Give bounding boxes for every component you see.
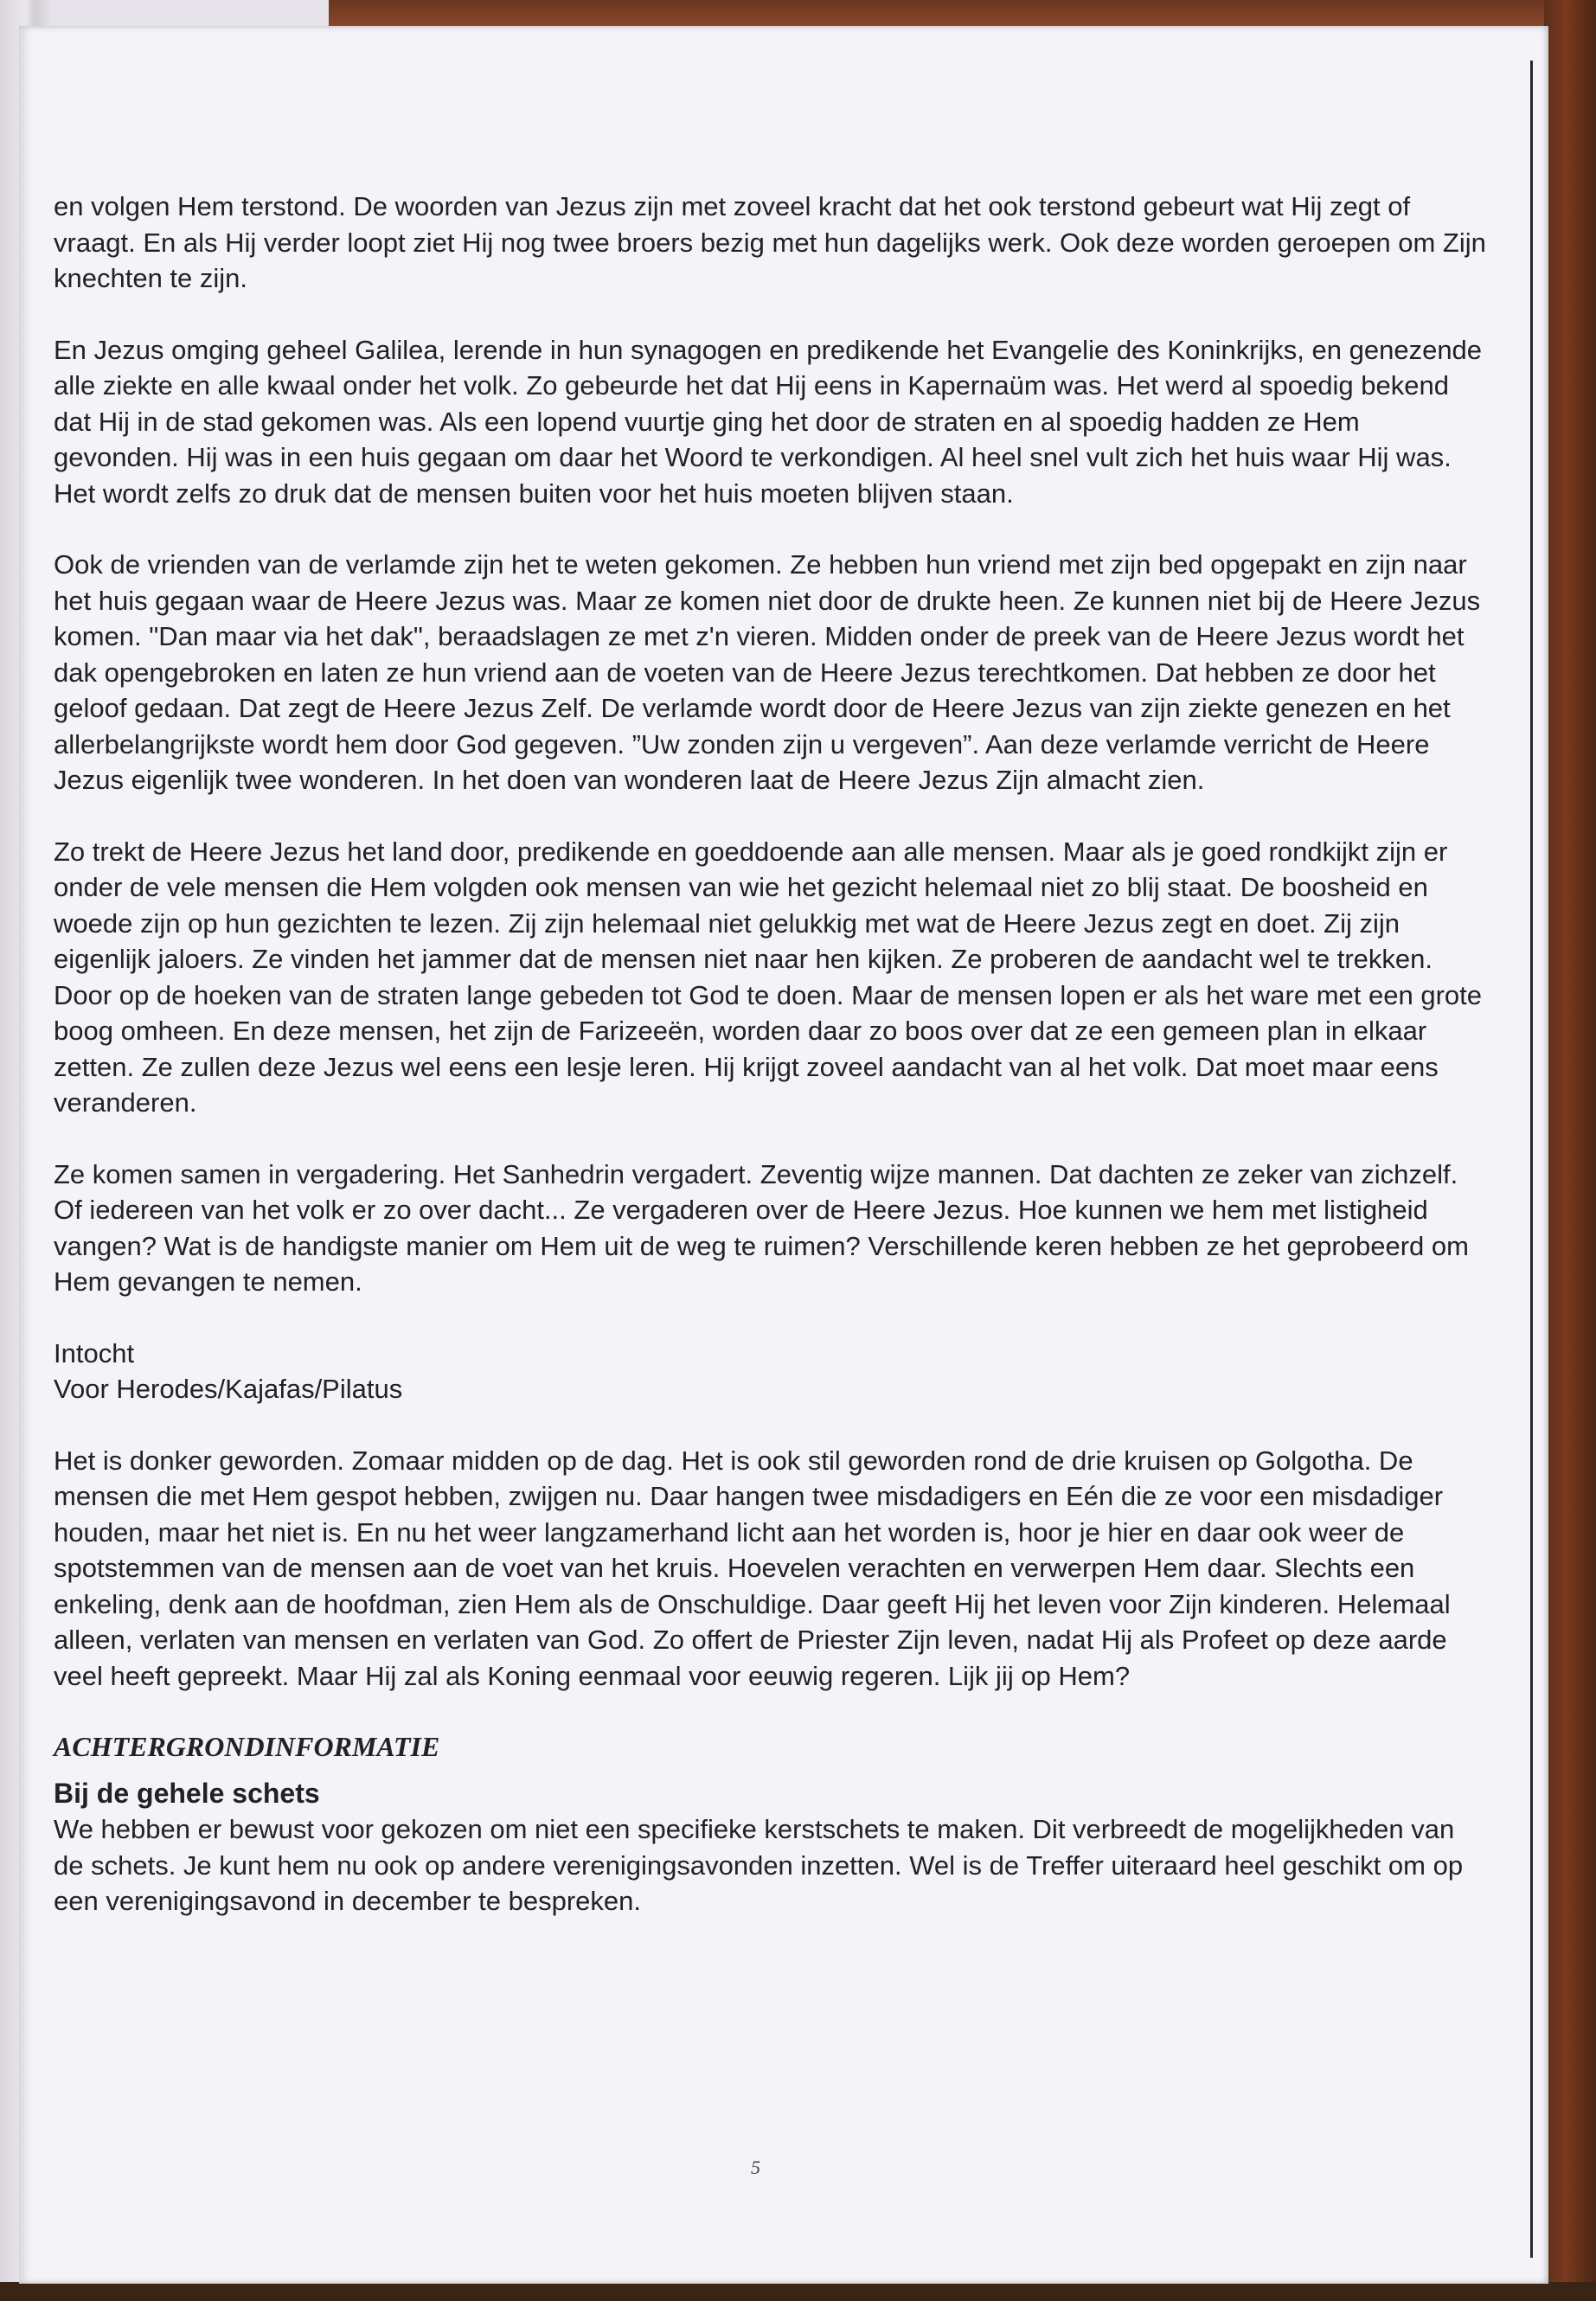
intocht-title: Intocht [54, 1337, 135, 1368]
book-cover-top [329, 0, 1596, 28]
book-cover-bottom [0, 2282, 1596, 2301]
section-heading: ACHTERGRONDINFORMATIE [54, 1731, 440, 1762]
intocht-subtitle: Voor Herodes/Kajafas/Pilatus [54, 1374, 403, 1404]
document-page [19, 26, 1548, 2284]
intocht-block [54, 1336, 1490, 1407]
paragraph-sanhedrin: Ze komen samen in vergadering. Het Sanhedrin vergadert. Zeventig wijze mannen. Dat dachten ze zeker van zichzelf. Of iedereen van het volk er zo over dacht... Ze vergaderen over de Heere Jezus. Hoe kunnen we hem met listigheid vangen? Wat is de handigste manier om Hem uit de weg te ruimen? Verschillende keren hebben ze het geprobeerd om Hem gevangen te nemen. [54, 1158, 1469, 1297]
paragraph-verlamde: Ook de vrienden van de verlamde zijn het te weten gekomen. Ze hebben hun vriend met zijn bed opgepakt en zijn naar het huis gegaan waar de Heere Jezus was. Maar ze komen niet door de drukte heen. Ze kunnen niet bij de Heere Jezus komen. "Dan maar via het dak", beraadslagen ze met z'n vieren. Midden onder de preek van de Heere Jezus wordt het dak opengebroken en laten ze hun vriend aan de voeten van de Heere Jezus terechtkomen. Dat hebben ze door het geloof gedaan. Dat zegt de Heere Jezus Zelf. De verlamde wordt door de Heere Jezus van zijn ziekte genezen en het allerbelangrijkste wordt hem door God gegeven. ”Uw zonden zijn u vergeven”. Aan deze verlamde verricht de Heere Jezus eigenlijk twee wonderen. In het doen van wonderen laat de Heere Jezus Zijn almacht zien. [54, 549, 1481, 795]
section-subheading: Bij de gehele schets [54, 1777, 320, 1809]
paragraph-golgotha: Het is donker geworden. Zomaar midden op de dag. Het is ook stil geworden rond de drie kruisen op Golgotha. De mensen die met Hem gespot hebben, zwijgen nu. Daar hangen twee misdadigers en Eén die ze voor een misdadiger houden, maar het niet is. En nu het weer langzamerhand licht aan het worden is, hoor je hier en daar ook weer de spotstemmen van de mensen aan de voet van het kruis. Hoevelen verachten en verwerpen Hem daar. Slechts een enkeling, denk aan de hoofdman, zien Hem als de Onschuldige. Daar geeft Hij het leven voor Zijn kinderen. Helemaal alleen, verlaten van mensen en verlaten van God. Zo offert de Priester Zijn leven, nadat Hij als Profeet op deze aarde veel heeft gepreekt. Maar Hij zal als Koning eenmaal voor eeuwig regeren. Lijk jij op Hem? [54, 1445, 1451, 1691]
page-edge-line [1530, 61, 1533, 2258]
page-text [54, 189, 1490, 1955]
paragraph-farizeeen: Zo trekt de Heere Jezus het land door, predikende en goeddoende aan alle mensen. Maar als je goed rondkijkt zijn er onder de vele mensen die Hem volgden ook mensen van wie het gezicht helemaal niet zo blij staat. De boosheid en woede zijn op hun gezichten te lezen. Zij zijn helemaal niet gelukkig met wat de Heere Jezus zegt en doet. Zij zijn eigenlijk jaloers. Ze vinden het jammer dat de mensen niet naar hen kijken. Ze proberen de aandacht wel te trekken. Door op de hoeken van de straten lange gebeden tot God te doen. Maar de mensen lopen er als het ware met een grote boog omheen. En deze mensen, het zijn de Farizeeën, worden daar zo boos over dat ze een gemeen plan in elkaar zetten. Ze zullen deze Jezus wel eens een lesje leren. Hij krijgt zoveel aandacht van al het volk. Dat moet maar eens veranderen. [54, 836, 1482, 1118]
book-cover-right [1544, 0, 1596, 2301]
paragraph-background: We hebben er bewust voor gekozen om niet een specifieke kerstschets te maken. Dit verbreedt de mogelijkheden van de schets. Je kunt hem nu ook op andere verenigingsavonden inzetten. Wel is de Treffer uiteraard heel geschikt om op een verenigingsavond in december te bespreken. [54, 1814, 1464, 1916]
paragraph-galilea: En Jezus omging geheel Galilea, lerende in hun synagogen en predikende het Evangelie des Koninkrijks, en genezende alle ziekte en alle kwaal onder het volk. Zo gebeurde het dat Hij eens in Kapernaüm was. Het werd al spoedig bekend dat Hij in de stad gekomen was. Als een lopend vuurtje ging het door de straten en al spoedig hadden ze Hem gevonden. Hij was in een huis gegaan om daar het Woord te verkondigen. Al heel snel vult zich het huis waar Hij was. Het wordt zelfs zo druk dat de mensen buiten voor het huis moeten blijven staan. [54, 334, 1483, 509]
paragraph-calling: en volgen Hem terstond. De woorden van Jezus zijn met zoveel kracht dat het ook terstond gebeurt wat Hij zegt of vraagt. En als Hij verder loopt ziet Hij nog twee broers bezig met hun dagelijks werk. Ook deze worden geroepen om Zijn knechten te zijn. [54, 191, 1486, 293]
page-number: 5 [751, 2157, 760, 2178]
